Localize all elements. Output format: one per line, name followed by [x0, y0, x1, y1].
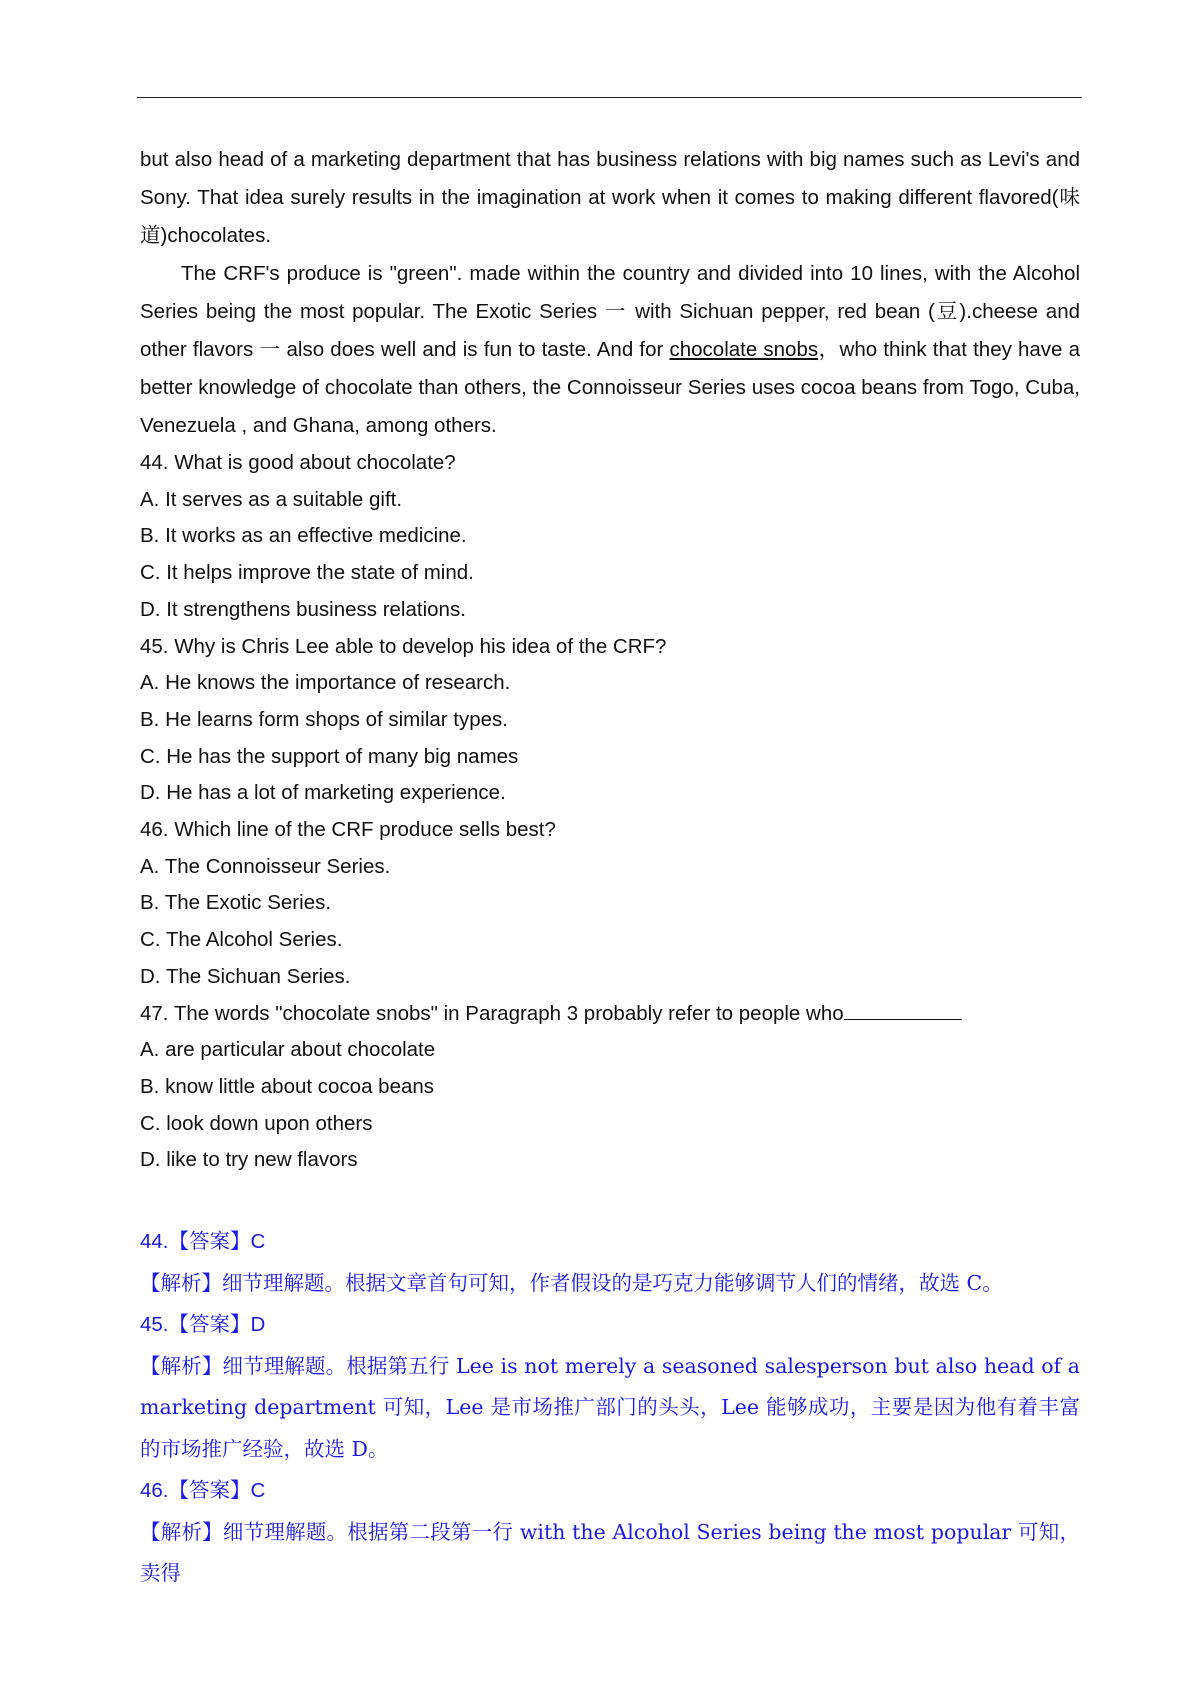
question-44 — [140, 445, 1080, 629]
option-a: A. The Connoisseur Series. — [140, 854, 391, 878]
option-c: C. The Alcohol Series. — [140, 928, 343, 952]
option-d: D. He has a lot of marketing experience. — [140, 781, 506, 805]
question-stem: 46. Which line of the CRF produce sells best? — [140, 818, 556, 842]
passage-paragraph-2-part-2: ，who think that they have a better knowledge of chocolate than others, the Connoisseur Series uses cocoa beans from Togo, Cuba, Venezuela , and Ghana, among others. — [140, 338, 1081, 437]
answer-explanation-46: 【解析】细节理解题。根据第二段第一行 with the Alcohol Series being the most popular 可知，卖得 — [140, 1519, 1080, 1585]
passage-paragraph-2 — [140, 255, 1080, 445]
answer-explanation-45: 【解析】细节理解题。根据第五行 Lee is not merely a seasoned salesperson but also head of a marketing department 可知，Lee 是市场推广部门的头头，Lee 能够成功，主要是因为他有着丰富的市场推广经验，故选 D。 — [140, 1353, 1080, 1461]
option-c: C. He has the support of many big names — [140, 744, 519, 768]
option-a: A. are particular about chocolate — [140, 1038, 436, 1062]
question-stem: 44. What is good about chocolate? — [140, 451, 456, 474]
header-rule — [137, 97, 1082, 98]
option-b: B. The Exotic Series. — [140, 891, 332, 915]
option-c: C. It helps improve the state of mind. — [140, 561, 474, 585]
answer-key — [140, 1221, 1080, 1595]
question-stem-line — [140, 996, 1080, 1033]
answer-explanation-44: 【解析】细节理解题。根据文章首句可知，作者假设的是巧克力能够调节人们的情绪，故选 C。 — [140, 1270, 1003, 1295]
passage-paragraph-2-part-1: The CRF's produce is "green". made within the country and divided into 10 lines, with the Alcohol Series being the most popular. The Exotic Series 一 with Sichuan pepper, red bean (豆).cheese and other flavors 一 also does well and is fun to taste. And for — [140, 262, 1080, 361]
option-b: B. He learns form shops of similar types. — [140, 707, 508, 731]
option-a: A. He knows the importance of research. — [140, 671, 511, 695]
question-stem: 47. The words "chocolate snobs" in Paragraph 3 probably refer to people who — [140, 1001, 844, 1025]
answer-heading-44: 44.【答案】C — [140, 1230, 266, 1253]
question-stem: 45. Why is Chris Lee able to develop his idea of the CRF? — [140, 634, 667, 658]
option-d: D. The Sichuan Series. — [140, 964, 351, 988]
passage-and-questions — [140, 141, 1080, 1179]
option-c: C. look down upon others — [140, 1111, 373, 1135]
option-d: D. It strengthens business relations. — [140, 597, 466, 621]
option-d: D. like to try new flavors — [140, 1148, 358, 1172]
question-46 — [140, 812, 1080, 996]
option-a: A. It serves as a suitable gift. — [140, 487, 403, 511]
underlined-phrase: chocolate snobs — [669, 338, 819, 361]
question-47 — [140, 996, 1080, 1180]
passage-paragraph-1: but also head of a marketing department that has business relations with big names such as Levi's and Sony. That idea surely results in the imagination at work when it comes to making different flavored(味道)chocolates. — [140, 148, 1080, 247]
option-b: B. know little about cocoa beans — [140, 1074, 435, 1098]
answer-heading-46: 46.【答案】C — [140, 1479, 266, 1502]
option-b: B. It works as an effective medicine. — [140, 524, 467, 548]
question-45 — [140, 629, 1080, 813]
answer-blank — [844, 1001, 962, 1020]
answer-heading-45: 45.【答案】D — [140, 1313, 266, 1336]
